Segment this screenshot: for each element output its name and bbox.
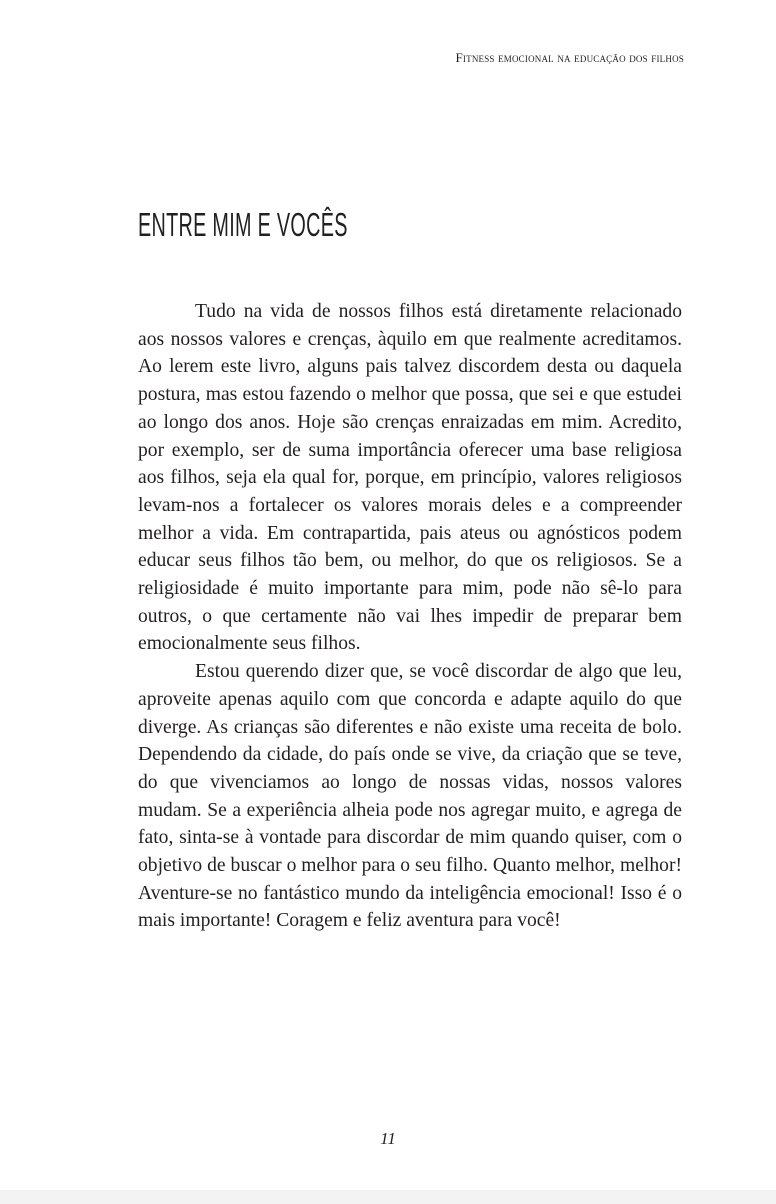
page-number: 11 [380, 1129, 396, 1148]
page-bottom-edge [0, 1190, 776, 1204]
chapter-title: ENTRE MIM E VOCÊS [138, 206, 348, 243]
body-text [138, 298, 682, 935]
paragraph-2: Estou querendo dizer que, se você discordar de algo que leu, aproveite apenas aquilo com que concorda e adapte aquilo do que diverge. As crianças são diferentes e não existe uma receita de bolo. Dependendo da cidade, do país onde se vive, da criação que se teve, do que vivenciamos ao longo de nossas vidas, nossos valores mudam. Se a experiência alheia pode nos agregar muito, e agrega de fato, sinta-se à vontade para discordar de mim quando quiser, com o objetivo de buscar o melhor para o seu filho. Quanto melhor, melhor! Aventure-se no fantástico mundo da inteligência emocional! Isso é o mais importante! Coragem e feliz aventura para você! [138, 661, 682, 932]
paragraph-1: Tudo na vida de nossos filhos está diretamente relacionado aos nossos valores e crenças, àquilo em que realmente acreditamos. Ao lerem este livro, alguns pais talvez discordem desta ou daquela postura, mas estou fazendo o melhor que possa, que sei e que estudei ao longo dos anos. Hoje são crenças enraizadas em mim. Acredito, por exemplo, ser de suma importância oferecer uma base religiosa aos filhos, seja ela qual for, porque, em princípio, valores religiosos levam-nos a fortalecer os valores morais deles e a compreender melhor a vida. Em contrapartida, pais ateus ou agnósticos podem educar seus filhos tão bem, ou melhor, do que os religiosos. Se a religiosidade é muito importante para mim, pode não sê-lo para outros, o que certamente não vai lhes impedir de preparar bem emocionalmente seus filhos. [138, 301, 682, 655]
running-header: Fitness emocional na educação dos filhos [455, 50, 684, 65]
